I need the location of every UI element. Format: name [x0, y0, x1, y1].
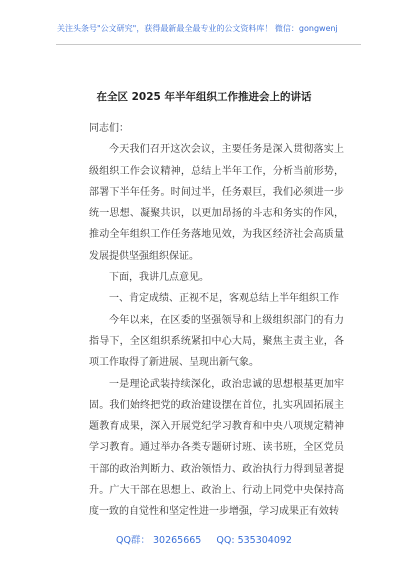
paragraph-intro: 今天我们召开这次会议，主要任务是深入贯彻落实上级组织工作会议精神，总结上半年工作，分析当前形势，部署下半年任务。时间过半，任务艰巨，我们必须进一步统一思想、凝聚共识，以更加昂扬的斗志和务实的作风，推动全年组织工作任务落地见效，为我区经济社会高质量发展提供坚强组织保证。 [89, 144, 344, 262]
paragraph-transition: 下面，我讲几点意见。 [109, 272, 209, 284]
paragraph-point-1: 一是理论武装持续深化，政治忠诚的思想根基更加牢固。我们始终把党的政治建设摆在首位，扎实巩固拓展主题教育成果，深入开展党纪学习教育和中央八项规定精神学习教育。通过举办各类专题研讨班、读书班，全区党员干部的政治判断力、政治领悟力、政治执行力得到显著提升。广大干部在思想上、政治上、行动上同党中央保持高度一致的自觉性和坚定性进一步增强，学习成果正有效转 [89, 378, 344, 518]
footer-qq: QQ: 535304092 [216, 535, 292, 546]
section-heading-1: 一、肯定成绩、正视不足，客观总结上半年组织工作 [109, 293, 339, 305]
footer-contacts [0, 532, 408, 546]
header-notice: 关注头条号"公文研究"，获得最新最全最专业的公文资料库！ 微信：gongwenj [57, 24, 338, 33]
salutation: 同志们： [89, 123, 129, 134]
document-title: 在全区 2025 年半年组织工作推进会上的讲话 [96, 91, 312, 103]
footer-qq-group: QQ群： 30265665 [116, 535, 202, 546]
document-body [89, 118, 344, 523]
header-divider [56, 44, 361, 45]
paragraph-overview: 今年以来，在区委的坚强领导和上级组织部门的有力指导下，全区组织系统紧扣中心大局，聚焦主责主业，各项工作取得了新进展、呈现出新气象。 [89, 314, 344, 369]
